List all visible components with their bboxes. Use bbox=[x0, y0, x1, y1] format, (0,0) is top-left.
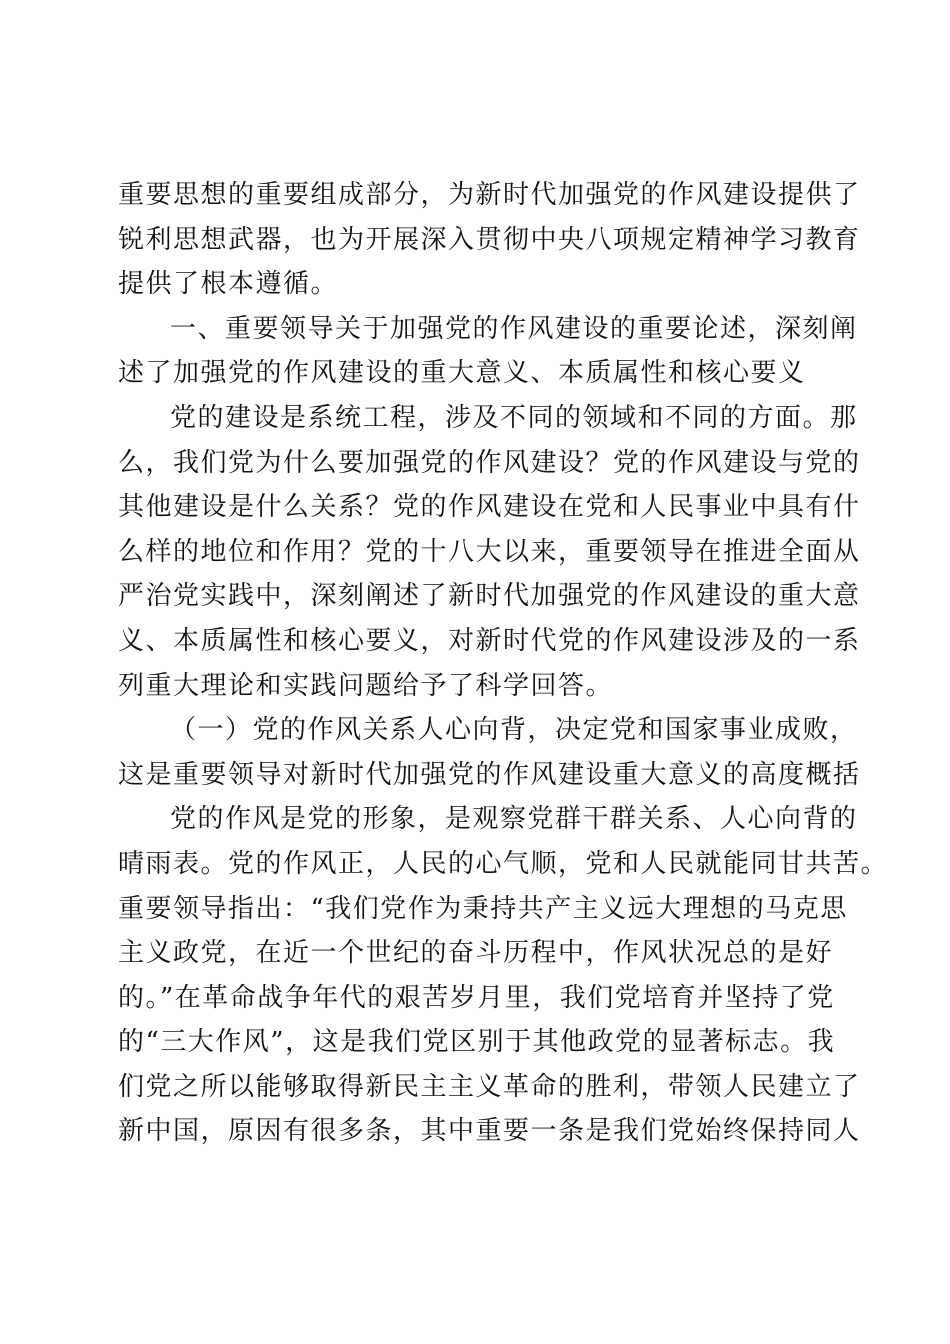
text-line: 的。”在革命战争年代的艰苦岁月里，我们党培育并坚持了党 bbox=[118, 982, 835, 1013]
document-body bbox=[118, 173, 889, 1154]
text-line: 新中国，原因有很多条，其中重要一条是我们党始终保持同人 bbox=[118, 1116, 861, 1147]
text-line: 列重大理论和实践问题给予了科学回答。 bbox=[118, 670, 614, 701]
text-line: 重要领导指出：“我们党作为秉持共产主义远大理想的马克思 bbox=[118, 893, 848, 924]
section-heading-line: 一、重要领导关于加强党的作风建设的重要论述，深刻阐 bbox=[170, 313, 858, 344]
text-line: 党的作风是党的形象，是观察党群干群关系、人心向背的 bbox=[170, 804, 858, 835]
text-line: 们党之所以能够取得新民主主义革命的胜利，带领人民建立了 bbox=[118, 1071, 861, 1102]
text-line: 提供了根本遵循。 bbox=[118, 269, 339, 300]
text-line: 么，我们党为什么要加强党的作风建设？党的作风建设与党的 bbox=[118, 447, 861, 478]
text-line: 主义政党，在近一个世纪的奋斗历程中，作风状况总的是好 bbox=[118, 938, 834, 969]
text-line: 锐利思想武器，也为开展深入贯彻中央八项规定精神学习教育 bbox=[118, 224, 861, 255]
text-line: 么样的地位和作用？党的十八大以来，重要领导在推进全面从 bbox=[118, 536, 861, 567]
text-line: 的“三大作风”，这是我们党区别于其他政党的显著标志。我 bbox=[118, 1027, 836, 1058]
text-line: 晴雨表。党的作风正，人民的心气顺，党和人民就能同甘共苦。 bbox=[118, 848, 889, 879]
subsection-heading-line: （一）党的作风关系人心向背，决定党和国家事业成败， bbox=[170, 715, 858, 746]
text-line: 义、本质属性和核心要义，对新时代党的作风建设涉及的一系 bbox=[118, 625, 861, 656]
subsection-heading-line: 这是重要领导对新时代加强党的作风建设重大意义的高度概括 bbox=[118, 759, 861, 790]
text-line: 重要思想的重要组成部分，为新时代加强党的作风建设提供了 bbox=[118, 180, 861, 210]
section-heading-line: 述了加强党的作风建设的重大意义、本质属性和核心要义 bbox=[118, 358, 806, 389]
text-line: 党的建设是系统工程，涉及不同的领域和不同的方面。那 bbox=[170, 402, 858, 433]
text-line: 严治党实践中，深刻阐述了新时代加强党的作风建设的重大意 bbox=[118, 581, 861, 612]
text-line: 其他建设是什么关系？党的作风建设在党和人民事业中具有什 bbox=[118, 492, 861, 523]
